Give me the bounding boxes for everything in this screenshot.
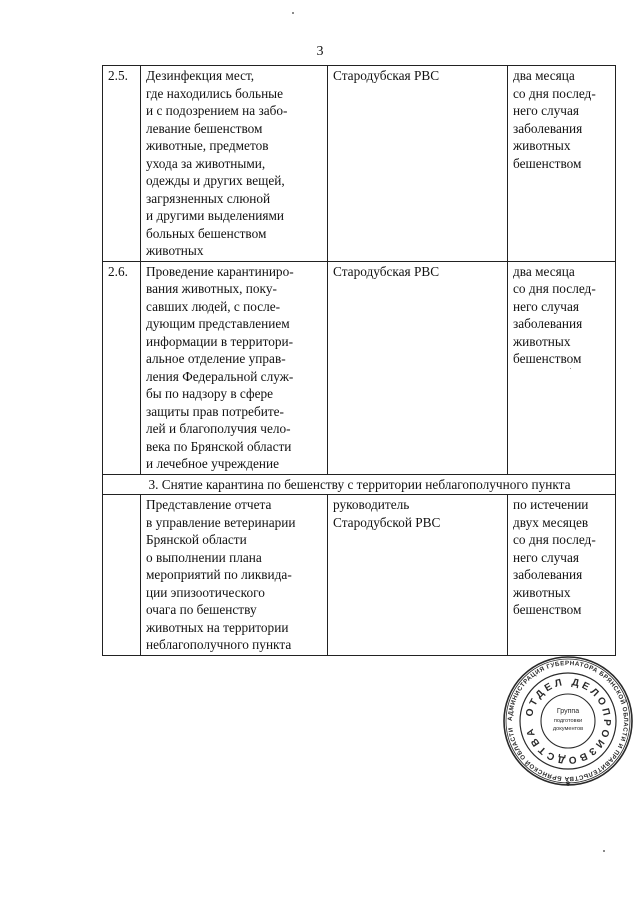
responsible-cell: Стародубская РВС bbox=[328, 261, 508, 474]
deadline-cell: по истечении двух месяцев со дня послед- него случая заболевания животных бешенством bbox=[508, 495, 616, 656]
action-cell: Представление отчета в управление ветеринарии Брянской области о выполнении плана мероприятий по ликвида- ции эпизоотического очага по бешенству животных на территории неблагополучного пункта bbox=[141, 495, 328, 656]
seal-outer-text: АДМИНИСТРАЦИЯ ГУБЕРНАТОРА БРЯНСКОЙ ОБЛАСТИ И ПРАВИТЕЛЬСТВА БРЯНСКОЙ ОБЛАСТИ bbox=[506, 659, 630, 783]
item-number bbox=[103, 495, 141, 656]
item-number: 2.6. bbox=[103, 261, 141, 474]
responsible-cell: руководитель Стародубской РВС bbox=[328, 495, 508, 656]
section-row bbox=[103, 474, 616, 495]
seal-center-line: подготовки bbox=[553, 718, 583, 724]
seal-center-line: документов bbox=[552, 726, 584, 732]
responsible-cell: Стародубская РВС bbox=[328, 66, 508, 262]
seal-center-line: Группа bbox=[556, 708, 580, 715]
deadline-cell: два месяца со дня послед- него случая заболевания животных бешенством bbox=[508, 66, 616, 262]
action-cell: Дезинфекция мест, где находились больные и с подозрением на забо- левание бешенством животные, предметов ухода за животными, одежды и других вещей, загрязненных слюной и другими выделениями больных бешенством животных bbox=[141, 66, 328, 262]
deadline-cell: два месяца со дня послед- него случая заболевания животных бешенством bbox=[508, 261, 616, 474]
page-number: 3 bbox=[316, 44, 324, 59]
section-heading: 3. Снятие карантина по бешенству с территории неблагополучного пункта bbox=[103, 474, 616, 495]
table-row bbox=[103, 66, 616, 262]
plan-table bbox=[102, 65, 616, 656]
table-row bbox=[103, 261, 616, 474]
scan-speck bbox=[292, 12, 294, 14]
scan-speck bbox=[570, 368, 571, 369]
scan-speck bbox=[603, 850, 605, 852]
item-number: 2.5. bbox=[103, 66, 141, 262]
official-seal-stamp bbox=[500, 653, 636, 789]
seal-star-icon: ✱ bbox=[565, 781, 571, 788]
action-cell: Проведение карантиниро- вания животных, поку- савших людей, с после- дующим представлением информации в территори- альное отделение управ- ления Федеральной служ- бы по надзору в сфере защиты прав потребите- лей и благополучия чело- века по Брянской области и лечебное учреждение bbox=[141, 261, 328, 474]
seal-inner-text: ОТДЕЛ ДЕЛОПРОИЗВОДСТВА bbox=[524, 676, 613, 766]
table-row bbox=[103, 495, 616, 656]
